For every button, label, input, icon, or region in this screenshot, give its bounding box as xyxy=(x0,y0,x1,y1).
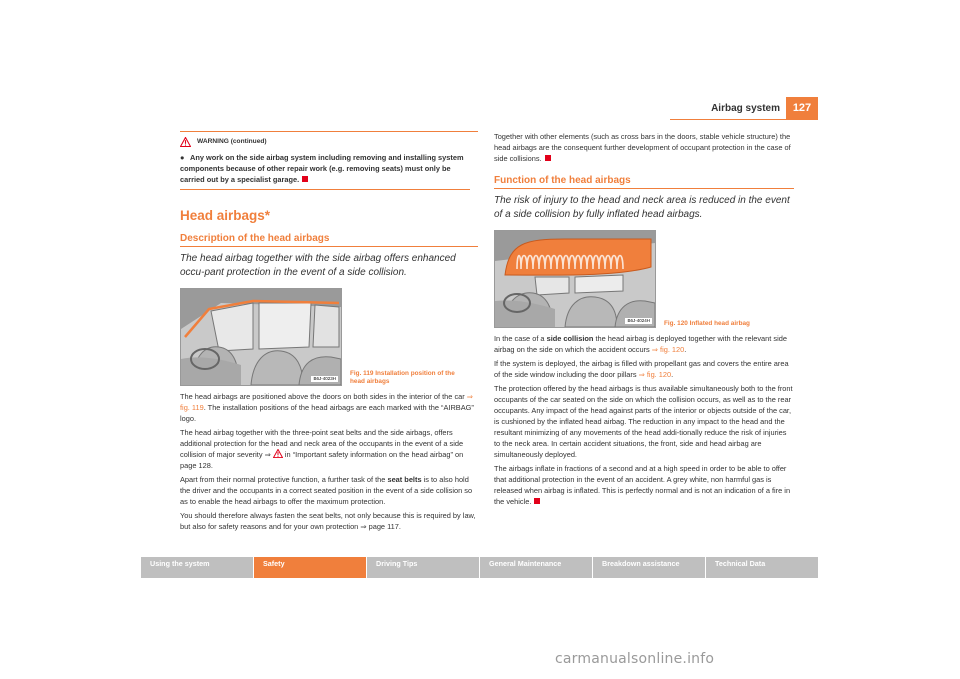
figure-code: B6J-4023H xyxy=(313,376,336,381)
intro-text: The risk of injury to the head and neck area is reduced in the event of a side collision by fully inflated head airbags. xyxy=(494,195,790,220)
figure-119-row xyxy=(180,288,478,386)
figure-reference-link[interactable]: ⇒ fig. 119 xyxy=(180,392,473,412)
paragraph: In the case of a side collision the head airbag is deployed together with the relevant side airbag on the side on which the accident occurs ⇒ fig. 120. xyxy=(494,334,787,354)
section-title: Airbag system xyxy=(711,103,780,114)
paragraph: The airbags inflate in fractions of a second and at a high speed in order to be able to offer that additional protection in the event of an accident. A grey white, non harmful gas is released when airbag is inflated. This is perfectly normal and is not an indication of a fire in the vehicle. xyxy=(494,464,791,506)
warning-text: ● Any work on the side airbag system including removing and installing system components because of other repair work (e.g. removing seats) must only be carried out by a specialist garage. xyxy=(180,152,470,190)
paragraph: Together with other elements (such as cross bars in the doors, stable vehicle structure) the head airbags are the consequent further development of occupant protection in the case of side collisions. xyxy=(494,132,791,163)
page-number: 127 xyxy=(786,97,818,119)
warning-box xyxy=(180,131,478,190)
figure-reference-link[interactable]: ⇒ fig. 120 xyxy=(651,345,685,354)
intro-text: The head airbag together with the side airbag offers enhanced occu-pant protection in the event of a side collision. xyxy=(180,253,456,278)
warning-header xyxy=(180,136,478,147)
figure-code: B6J-4024H xyxy=(627,318,650,323)
subheading-function: Function of the head airbags xyxy=(494,174,794,189)
warning-icon xyxy=(180,137,191,147)
footer-nav xyxy=(141,557,818,578)
tab-using-the-system[interactable]: Using the system xyxy=(141,557,254,578)
body-text-left xyxy=(180,391,478,532)
tab-technical-data[interactable]: Technical Data xyxy=(706,557,818,578)
paragraph: You should therefore always fasten the seat belts, not only because this is required by law, but also for safety reasons and for your own protection ⇒ page 117. xyxy=(180,511,476,531)
figure-120-row xyxy=(494,230,794,328)
heading-head-airbags: Head airbags* xyxy=(180,208,271,223)
bullet-icon: ● xyxy=(180,153,185,162)
tab-safety[interactable]: Safety xyxy=(254,557,367,578)
watermark: carmanualsonline.info xyxy=(555,651,715,667)
header-rule xyxy=(670,119,818,120)
subheading-description: Description of the head airbags xyxy=(180,232,478,247)
tab-breakdown-assistance[interactable]: Breakdown assistance xyxy=(593,557,706,578)
end-mark-icon xyxy=(545,155,551,161)
paragraph: The head airbags are positioned above the doors on both sides in the interior of the car ⇒ fig. 119. The installation positions of the head airbags are each marked with the “AIRBAG” logo. xyxy=(180,392,474,423)
tab-general-maintenance[interactable]: General Maintenance xyxy=(480,557,593,578)
paragraph: Apart from their normal protective function, a further task of the seat belts is to also hold the driver and the occupants in a correct seated position in the event of a side collision so as to enable the head airbags to offer the maximum protection. xyxy=(180,475,473,506)
car-interior-illustration xyxy=(181,289,341,385)
figure-reference-link[interactable]: ⇒ fig. 120 xyxy=(638,370,672,379)
right-column xyxy=(494,131,794,510)
tab-driving-tips[interactable]: Driving Tips xyxy=(367,557,480,578)
warning-label: WARNING (continued) xyxy=(197,138,267,145)
end-mark-icon xyxy=(534,498,540,504)
warning-icon xyxy=(273,449,283,458)
paragraph: The head airbag together with the three-point seat belts and the side airbags, offers additional protection for the head and neck area of the occupants in the event of a side collision of major severity ⇒ in “Important safety information on the head airbag” on page 128. xyxy=(180,428,464,470)
figure-119 xyxy=(180,288,342,386)
figure-120-caption: Fig. 120 Inflated head airbag xyxy=(664,320,750,327)
end-mark-icon xyxy=(302,176,308,182)
body-text-right xyxy=(494,333,794,507)
paragraph: If the system is deployed, the airbag is filled with propellant gas and covers the entire area of the side window including the door pillars ⇒ fig. 120. xyxy=(494,359,789,379)
figure-119-caption: Fig. 119 Installation position of the head airbags xyxy=(350,370,455,385)
figure-120 xyxy=(494,230,656,328)
inflated-airbag-illustration xyxy=(495,231,655,327)
left-column xyxy=(180,131,478,535)
paragraph: The protection offered by the head airbags is thus available simultaneously both to the front occupants of the car seated on the side on which the collision occurs, as well as to the rear occupants. Any impact of the head against parts of the interior or objects outside of the car, is cushioned by the inflated head airbag. The reduction in any impact to the head and the resultant minimizing of any movements of the head addi-tionally reduce the risk of injuries to the neck area. In certain accident situations, the front, side and head airbag are simultaneously deployed. xyxy=(494,384,793,459)
